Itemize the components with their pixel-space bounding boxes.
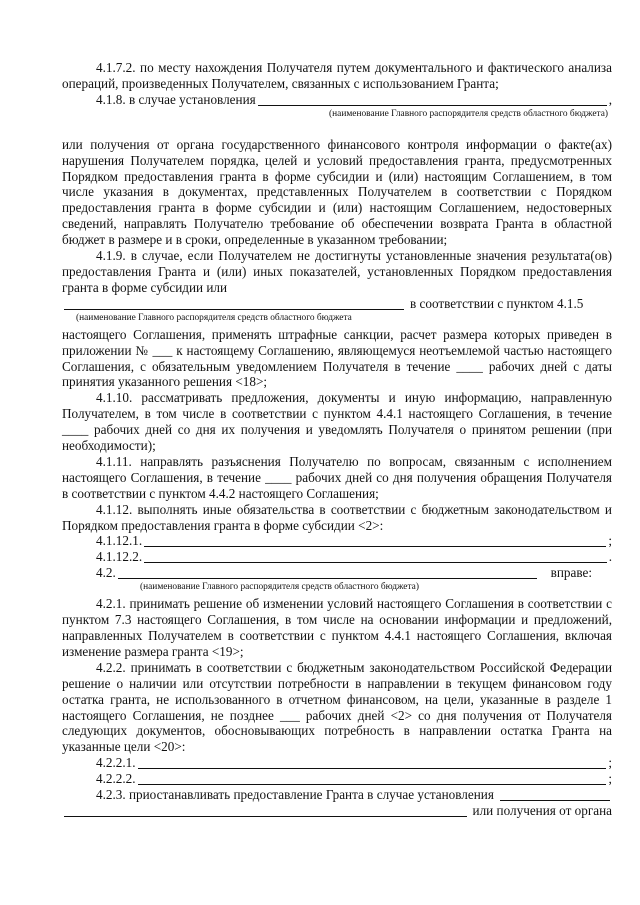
authority-note: (наименование Главного распорядителя средств областного бюджета)	[329, 108, 608, 119]
clause-4-1-9-body: настоящего Соглашения, применять штрафные санкции, расчет размера которых приведен в приложении № ___ к настоящему Соглашению, являющемуся неотъемлемой частью настоящего Соглашения, с обязательным уведомлением Получателя в течение ____ рабочих дней с даты принятия указанного решения <18>;	[62, 326, 612, 390]
fill-in-line	[500, 788, 610, 801]
fill-in-line	[138, 772, 607, 785]
clause-4-2-1: 4.2.1. принимать решение об изменении условий настоящего Соглашения в соответствии с пунктом 7.3 настоящего Соглашения, в том числе на основании информации и предложений, направленных Получателем в соответствии с пунктом 4.4.1 настоящего Соглашения, включая изменение размера гранта <19>;	[62, 596, 612, 659]
fill-in-line	[144, 550, 607, 563]
authority-note: (наименование Главного распорядителя средств областного бюджета	[76, 312, 352, 323]
punct: ;	[608, 755, 612, 771]
clause-4-2-2: 4.2.2. принимать в соответствии с бюджетным законодательством Российской Федерации решение о наличии или отсутствии потребности в направлении в текущем финансовом году остатка гранта, не использованного в отчетном финансовом, на цели, указанные в разделе 1 настоящего Соглашения, не позднее ___ рабочих дней <2> со дня получения от Получателя следующих документов, обосновывающих потребность в направлении остатка Гранта на указанные цели <20>:	[62, 659, 612, 755]
item-4-2-end: вправе:	[550, 565, 592, 581]
clause-4-1-10: 4.1.10. рассматривать предложения, документы и иную информацию, направленную Получателем, в том числе в соответствии с пунктом 4.4.1 настоящего Соглашения, в течение ____ рабочих дней со дня их получения и уведомлять Получателя о принятом решении (при необходимости);	[62, 390, 612, 454]
item-4-2-2-1: 4.2.2.1.	[96, 755, 136, 771]
fill-in-line	[64, 804, 467, 817]
clause-4-1-11: 4.1.11. направлять разъяснения Получателю по вопросам, связанным с исполнением настоящего Соглашения, в течение ____ рабочих дней со дня получения обращения Получателя в соответствии с пунктом 4.4.2 настоящего Соглашения;	[62, 453, 612, 501]
clause-4-1-8-lead: 4.1.8. в случае установления	[96, 91, 256, 107]
clause-4-2-3-lead-row	[62, 787, 612, 803]
item-4-2: 4.2.	[96, 565, 116, 581]
fill-in-line	[118, 566, 537, 579]
clause-4-2-3-tail-row	[62, 803, 612, 819]
clause-4-2-3-lead: 4.2.3. приостанавливать предоставление Гранта в случае установления	[96, 787, 494, 803]
item-4-1-12-1-row	[62, 533, 612, 549]
fill-in-line	[144, 534, 606, 547]
clause-4-2-3-tail: или получения от органа	[472, 802, 612, 818]
clause-4-1-8-lead-row	[62, 92, 612, 108]
punct: ,	[608, 91, 612, 107]
item-4-1-12-1: 4.1.12.1.	[96, 533, 143, 549]
clause-4-1-9-tail: в соответствии с пунктом 4.1.5	[410, 295, 584, 311]
fill-in-line	[258, 93, 607, 106]
item-4-2-2-2: 4.2.2.2.	[96, 771, 136, 787]
fill-in-line	[138, 756, 607, 769]
clause-4-1-8-body: или получения от органа государственного финансового контроля информации о факте(ах) нарушения Получателем порядка, целей и условий предоставления гранта, предусмотренных Порядком предоставления гранта в форме субсидии и (или) настоящим Соглашением, в том числе указания в документах, представленных Получателем в соответствии с Порядком предоставления гранта в форме субсидии и (или) настоящим Соглашением, недостоверных сведений, направлять Получателю требование об обеспечении возврата Гранта в областной бюджет в размере и в сроки, определенные в указанном требовании;	[62, 136, 612, 248]
clause-4-1-9-start: 4.1.9. в случае, если Получателем не достигнуты установленные значения результата(ов) предоставления Гранта и (или) иных показателей, установленных Порядком предоставления гранта в форме субсидии или	[62, 248, 612, 295]
item-4-2-2-2-row	[62, 771, 612, 787]
punct: ;	[608, 771, 612, 787]
item-4-2-2-1-row	[62, 755, 612, 771]
clause-4-1-7-2: 4.1.7.2. по месту нахождения Получателя путем документального и фактического анализа операций, произведенных Получателем, связанных с использованием Гранта;	[62, 60, 612, 91]
clause-4-1-12: 4.1.12. выполнять иные обязательства в соответствии с бюджетным законодательством и Порядком предоставления гранта в форме субсидии <2>:	[62, 501, 612, 533]
punct: .	[608, 549, 612, 565]
clause-4-1-9-tail-row	[62, 296, 612, 312]
item-4-2-row	[62, 565, 612, 581]
item-4-1-12-2: 4.1.12.2.	[96, 549, 143, 565]
item-4-1-12-2-row	[62, 549, 612, 565]
punct: ;	[608, 533, 612, 549]
document-page	[62, 60, 612, 819]
fill-in-line	[64, 297, 404, 310]
authority-note: (наименование Главного распорядителя средств областного бюджета)	[140, 582, 419, 593]
